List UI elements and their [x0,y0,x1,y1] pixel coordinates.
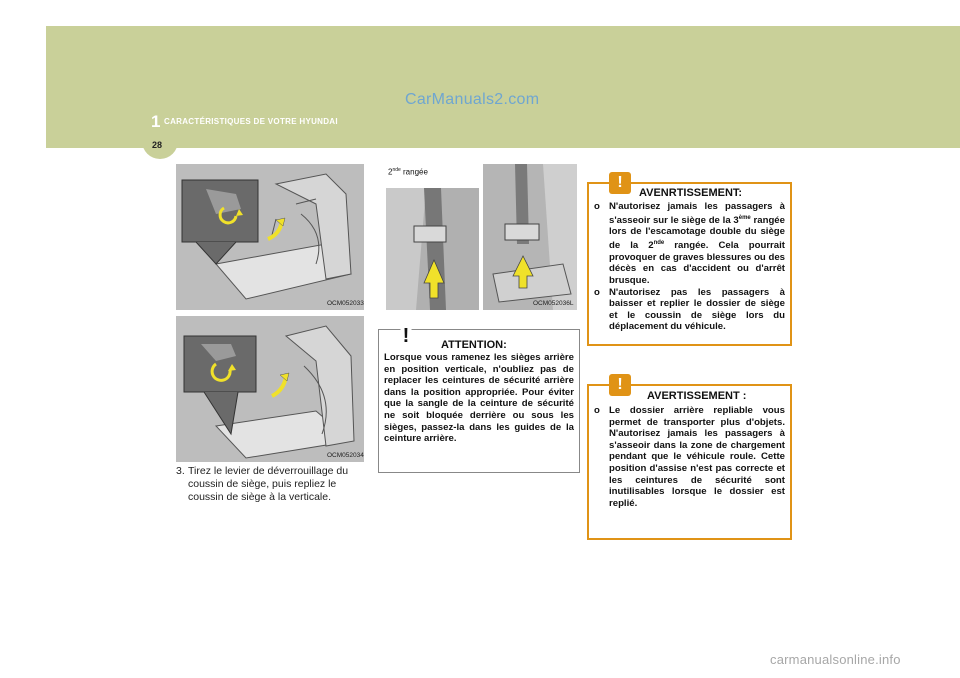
warning-2-title: AVERTISSEMENT : [647,390,747,402]
figure-code-2: OCM052034 [327,452,364,459]
seat-release-photo-2 [176,316,364,462]
seat-illustration-2 [176,316,364,462]
figure-code-1: OCM052033 [327,300,364,307]
footer-watermark[interactable]: carmanualsonline.info [770,652,901,667]
watermark-link[interactable]: CarManuals2.com [405,91,540,108]
step-text: Tirez le levier de déverrouillage du coussin de siège, puis repliez le coussin de siège à la verticale. [188,465,349,503]
warning-1-item-1: o N'autorisez jamais les passagers à s'asseoir sur le siège de la 3ème rangée lors de l'escamotage double du siège de la 2nde rangée. Cela pourrait provoquer de graves blessures ou des décès en cas d'accident ou d'arrêt brusque. [594,201,785,286]
warning-box-2 [587,376,792,540]
row-2-label: 2nde rangée [388,167,428,177]
warning-2-body [594,405,785,509]
warning-box-1 [587,174,792,346]
warning-1-title: AVENRTISSEMENT: [639,187,743,199]
belt-illustration-3rd-row [483,164,577,310]
warning-1-item-2: o N'autorisez pas les passagers à baisser et replier le dossier de siège et le coussin de siège lors du déplacement du véhicule. [594,286,785,333]
header-band [46,26,960,148]
svg-text:!: ! [402,325,410,346]
page-number: 28 [152,140,163,150]
seat-illustration-1 [176,164,364,310]
attention-body: Lorsque vous ramenez les sièges arrière en position verticale, n'oubliez pas de replacer les ceintures de sécurité arrière dans la position appropriée. Pour éviter que la sangle de la ceinture de sécurité ne soit bloquée derrière ou sous les sièges, passez-la dans les guides de la ceinture arrière. [384,352,574,445]
warning-exclamation-icon: ! [609,172,631,194]
warning-exclamation-icon-2: ! [609,374,631,396]
step-3-instruction [176,465,366,504]
attention-title: ATTENTION: [441,339,507,351]
seat-release-photo-1 [176,164,364,310]
chapter-number: 1 [151,112,161,131]
warning-triangle-icon [391,320,421,346]
chapter-title: CARACTÉRISTIQUES DE VOTRE HYUNDAI [164,117,338,126]
belt-illustration-2nd-row [386,188,479,310]
figure-code-3: OCM052036L [533,300,574,307]
step-number: 3. [176,465,185,477]
belt-guide-photo-3rd-row [483,164,577,310]
belt-guide-photo-2nd-row [386,188,479,310]
warning-1-body [594,201,785,333]
warning-2-item-1: o Le dossier arrière repliable vous permet de transporter plus d'objets. N'autorisez jamais les passagers à s'asseoir dans la zone de chargement pendant que le véhicule roule. Cette position d'assise n'est pas correcte et les ceintures de sécurité sont inutilisables lorsque le dossier est replié. [594,405,785,509]
attention-box [378,325,580,473]
